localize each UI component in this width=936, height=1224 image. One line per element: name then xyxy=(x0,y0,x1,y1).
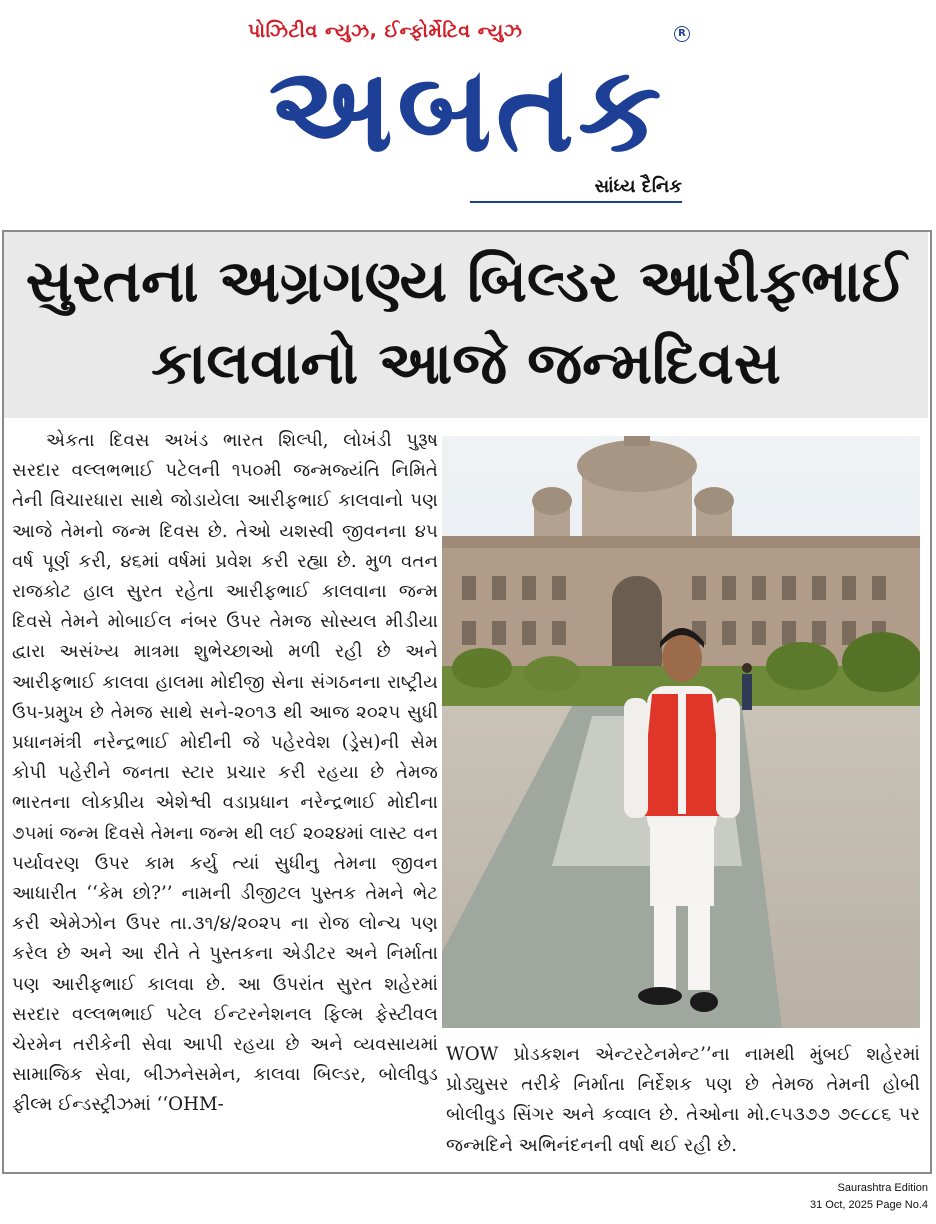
masthead xyxy=(0,0,936,218)
edition-name: Saurashtra Edition xyxy=(837,1182,928,1194)
article-continuation: WOW પ્રોડકશન એન્ટરટેનમેન્ટ’’ના નામથી મુંબઈ શહેરમાં પ્રોડ્યુસર તરીકે નિર્માતા નિર્દેશક પણ છે તેમજ તેમની હોબી બોલીવુડ સિંગર અને કવ્વાલ છે. તેઓના મો.૯૫૩૭૭ ૭૯૮૮૬ પર જન્મદિને અભિનંદનની વર્ષા થઈ રહી છે. xyxy=(446,1044,920,1156)
masthead-tagline: પોઝિટીવ ન્યુઝ, ઈન્ફોર્મેટિવ ન્યુઝ xyxy=(248,20,523,42)
newspaper-logo: અબતક xyxy=(268,42,666,176)
headline-line-2: કાલવાનો આજે જન્મદિવસ xyxy=(151,329,781,397)
edition-info xyxy=(810,1180,928,1214)
registered-mark-icon: R xyxy=(674,26,690,42)
masthead-rule xyxy=(470,201,682,203)
photo-icon xyxy=(442,436,920,1028)
headline-line-1: સુરતના અગ્રગણ્ય બિલ્ડર આરીફભાઈ xyxy=(25,247,907,315)
masthead-subtitle: સાંધ્ય દૈનિક xyxy=(594,176,682,197)
article-body-paragraph: એકતા દિવસ અખંડ ભારત શિલ્પી, લોખંડી પુરૂષ સરદાર વલ્લભભાઈ પટેલની ૧૫૦મી જન્મજ્યંતિ નિમિતે તેની વિચારધારા સાથે જોડાયેલા આરીફભાઈ કાલવાનો પણ આજે તેમનો જન્મ દિવસ છે. તેઓ યશસ્વી જીવનના ૪૫ વર્ષ પૂર્ણ કરી, ૪૬માં વર્ષમાં પ્રવેશ કરી રહ્યા છે. મુળ વતન રાજકોટ હાલ સુરત રહેતા આરીફભાઈ કાલવાના જન્મ દિવસે તેમને મોબાઈલ નંબર ઉપર તેમજ સોસ્યલ મીડીયા દ્વારા અસંખ્ય માત્રમા શુભેચ્છાઓ મળી રહી છે અને આરીફભાઈ કાલવા હાલમા મોદીજી સેના સંગઠનના રાષ્ટ્રીય ઉપ-પ્રમુખ છે તેમજ સાથે સને-૨૦૧૩ થી આજ ૨૦૨૫ સુધી પ્રધાનમંત્રી નરેન્દ્રભાઈ મોદીની જે પહેરવેશ (ડ્રેસ)ની સેમ કોપી પહેરીને જનતા સ્ટાર પ્રચાર કરી રહયા છે તેમજ ભારતના લોકપ્રીય એશેશ્વી વડાપ્રધાન નરેન્દ્રભાઈ મોદીના ૭૫માં જન્મ દિવસે તેમના જન્મ થી લઈ ૨૦૨૪માં લાસ્ટ વન પર્યાવરણ ઉપર કામ કર્યુ ત્યાં સુધીનુ તેમના જીવન આધારીત ‘‘કેમ છો?’’ નામની ડીજીટલ પુસ્તક તેમને ભેટ કરી એમેઝોન ઉપર તા.૩૧/૪/૨૦૨૫ ના રોજ લોન્ચ પણ કરેલ છે અને આ રીતે તે પુસ્તકના એડીટર અને નિર્માતા પણ આરીફભાઈ કાલવા છે. આ ઉપરાંત સુરત શહેરમાં સરદાર વલ્લભભાઈ પટેલ ઈન્ટરનેશનલ ફિલ્મ ફેસ્ટીવલ ચેરમેન તરીકેની સેવા આપી રહયા છે અને વ્યવસાયમાં સામાજિક સેવા, બીઝનેસમેન, કાલવા બિલ્ડર, બોલીવુડ ફીલ્મ ઈન્ડસ્ટ્રીઝમાં ‘‘OHM- xyxy=(12,430,438,1116)
edition-date-page: 31 Oct, 2025 Page No.4 xyxy=(809,1199,928,1211)
article-headline xyxy=(4,240,928,404)
article-photo xyxy=(442,436,920,1028)
article-body xyxy=(12,426,438,1166)
